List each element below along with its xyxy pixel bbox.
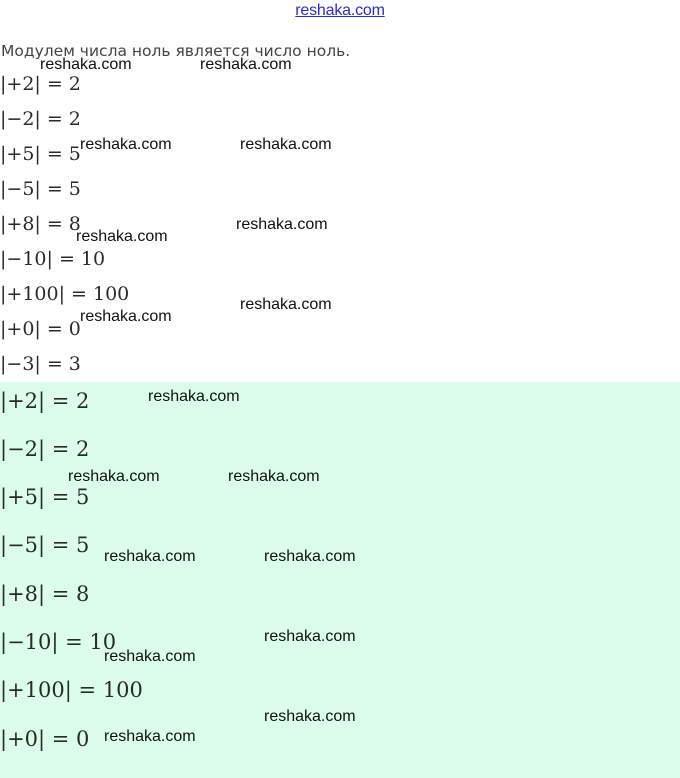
answer-equation: |+5| = 5 (0, 485, 90, 509)
answer-equation: |+100| = 100 (0, 678, 143, 702)
answer-equation: |−10| = 10 (0, 630, 117, 654)
example-equation: |−10| = 10 (0, 248, 106, 270)
watermark: reshaka.com (264, 548, 356, 565)
example-equation: |+100| = 100 (0, 283, 130, 305)
watermark: reshaka.com (68, 468, 160, 485)
example-equation: |−3| = 3 (0, 353, 81, 375)
watermark: reshaka.com (240, 136, 332, 153)
watermark: reshaka.com (40, 56, 132, 73)
example-equation: |+0| = 0 (0, 318, 81, 340)
example-equation: |+5| = 5 (0, 143, 81, 165)
answer-equation: |+8| = 8 (0, 582, 90, 606)
answer-equation: |−2| = 2 (0, 437, 90, 461)
intro-text: Модулем числа ноль является число ноль. (1, 42, 351, 60)
watermark: reshaka.com (240, 296, 332, 313)
watermark: reshaka.com (80, 136, 172, 153)
site-link[interactable]: reshaka.com (295, 2, 385, 19)
watermark: reshaka.com (264, 628, 356, 645)
watermark: reshaka.com (104, 548, 196, 565)
watermark: reshaka.com (264, 708, 356, 725)
watermark: reshaka.com (228, 468, 320, 485)
watermark: reshaka.com (236, 216, 328, 233)
watermark: reshaka.com (104, 648, 196, 665)
watermark: reshaka.com (76, 228, 168, 245)
example-equation: |−5| = 5 (0, 178, 81, 200)
answer-equation: |+0| = 0 (0, 727, 90, 751)
watermark: reshaka.com (200, 56, 292, 73)
answer-equation: |−5| = 5 (0, 533, 90, 557)
watermark: reshaka.com (80, 308, 172, 325)
example-equation: |−2| = 2 (0, 108, 81, 130)
example-equation: |+8| = 8 (0, 213, 81, 235)
answer-equation: |+2| = 2 (0, 389, 90, 413)
watermark: reshaka.com (148, 388, 240, 405)
watermark: reshaka.com (104, 728, 196, 745)
example-equation: |+2| = 2 (0, 73, 81, 95)
